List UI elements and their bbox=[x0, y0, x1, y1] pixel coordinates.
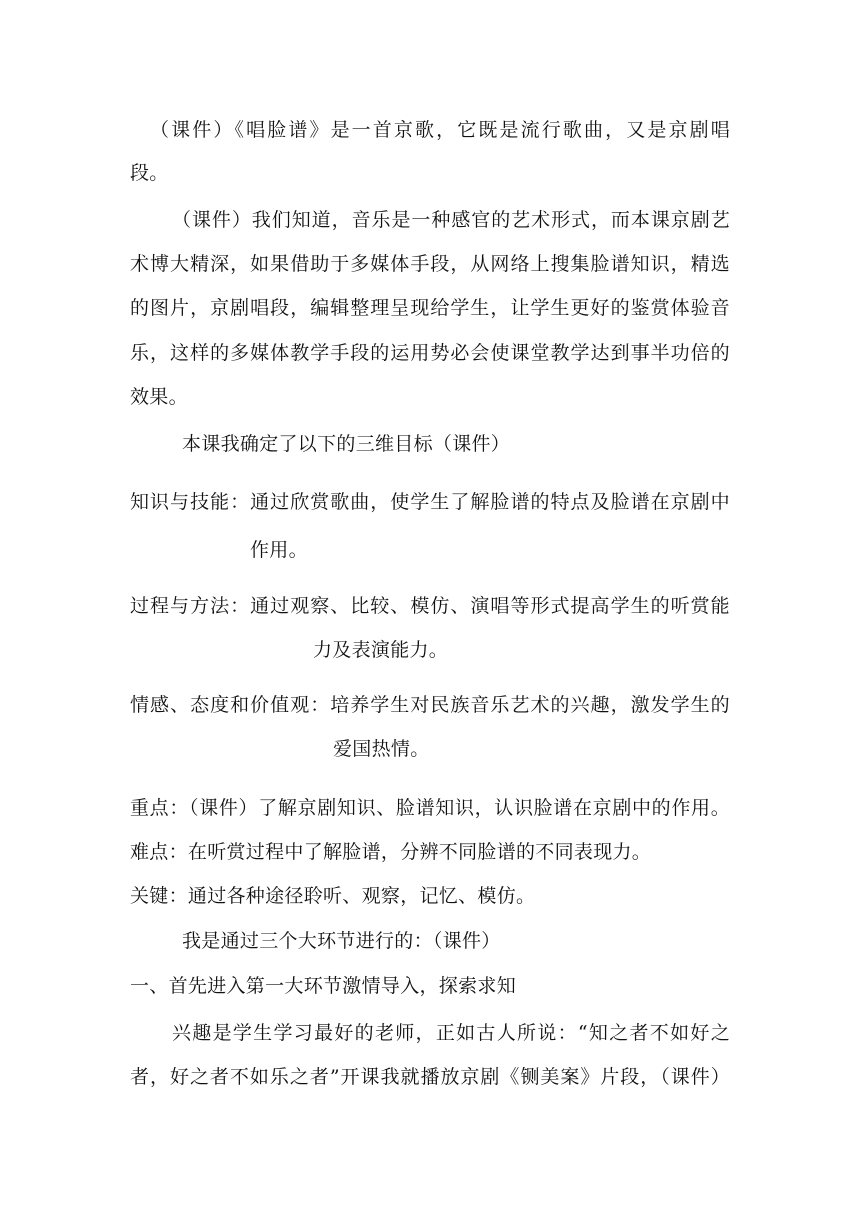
paragraph-line: 段。 bbox=[130, 162, 169, 184]
paragraph-line: 效果。 bbox=[130, 386, 188, 408]
goal-emotion-line: 爱国热情。 bbox=[333, 738, 430, 760]
goal-emotion-line: 情感、态度和价值观：培养学生对民族音乐艺术的兴趣，激发学生的 bbox=[130, 694, 730, 716]
section-heading: 一、首先进入第一大环节激情导入，探索求知 bbox=[130, 975, 517, 997]
paragraph-line: 的图片，京剧唱段，编辑整理呈现给学生，让学生更好的鉴赏体验音 bbox=[130, 297, 730, 319]
paragraph-line: 兴趣是学生学习最好的老师，正如古人所说：“知之者不如好之 bbox=[172, 1022, 730, 1044]
goal-process-line: 力及表演能力。 bbox=[313, 639, 449, 661]
paragraph-line: 术博大精深，如果借助于多媒体手段，从网络上搜集脸谱知识，精选 bbox=[130, 253, 730, 275]
key-point: 重点：（课件）了解京剧知识、脸谱知识，认识脸谱在京剧中的作用。 bbox=[130, 797, 730, 819]
paragraph-line: （课件）我们知道，音乐是一种感官的艺术形式，而本课京剧艺 bbox=[172, 209, 730, 231]
key-method: 关键：通过各种途径聆听、观察，记忆、模仿。 bbox=[130, 885, 536, 907]
difficulty: 难点：在听赏过程中了解脸谱，分辨不同脸谱的不同表现力。 bbox=[130, 841, 652, 863]
goal-knowledge-line: 知识与技能：通过欣赏歌曲，使学生了解脸谱的特点及脸谱在京剧中 bbox=[130, 491, 730, 513]
goals-intro: 本课我确定了以下的三维目标（课件） bbox=[182, 433, 511, 455]
goal-knowledge-line: 作用。 bbox=[250, 539, 308, 561]
paragraph-line: 者，好之者不如乐之者”开课我就播放京剧《铡美案》片段，（课件） bbox=[130, 1066, 730, 1088]
goal-process-line: 过程与方法：通过观察、比较、模仿、演唱等形式提高学生的听赏能 bbox=[130, 595, 730, 617]
paragraph-line: 乐，这样的多媒体教学手段的运用势必会使课堂教学达到事半功倍的 bbox=[130, 342, 730, 364]
steps-intro: 我是通过三个大环节进行的：（课件） bbox=[182, 930, 501, 952]
paragraph-line: （课件）《唱脸谱》是一首京歌，它既是流行歌曲，又是京剧唱 bbox=[150, 119, 730, 141]
